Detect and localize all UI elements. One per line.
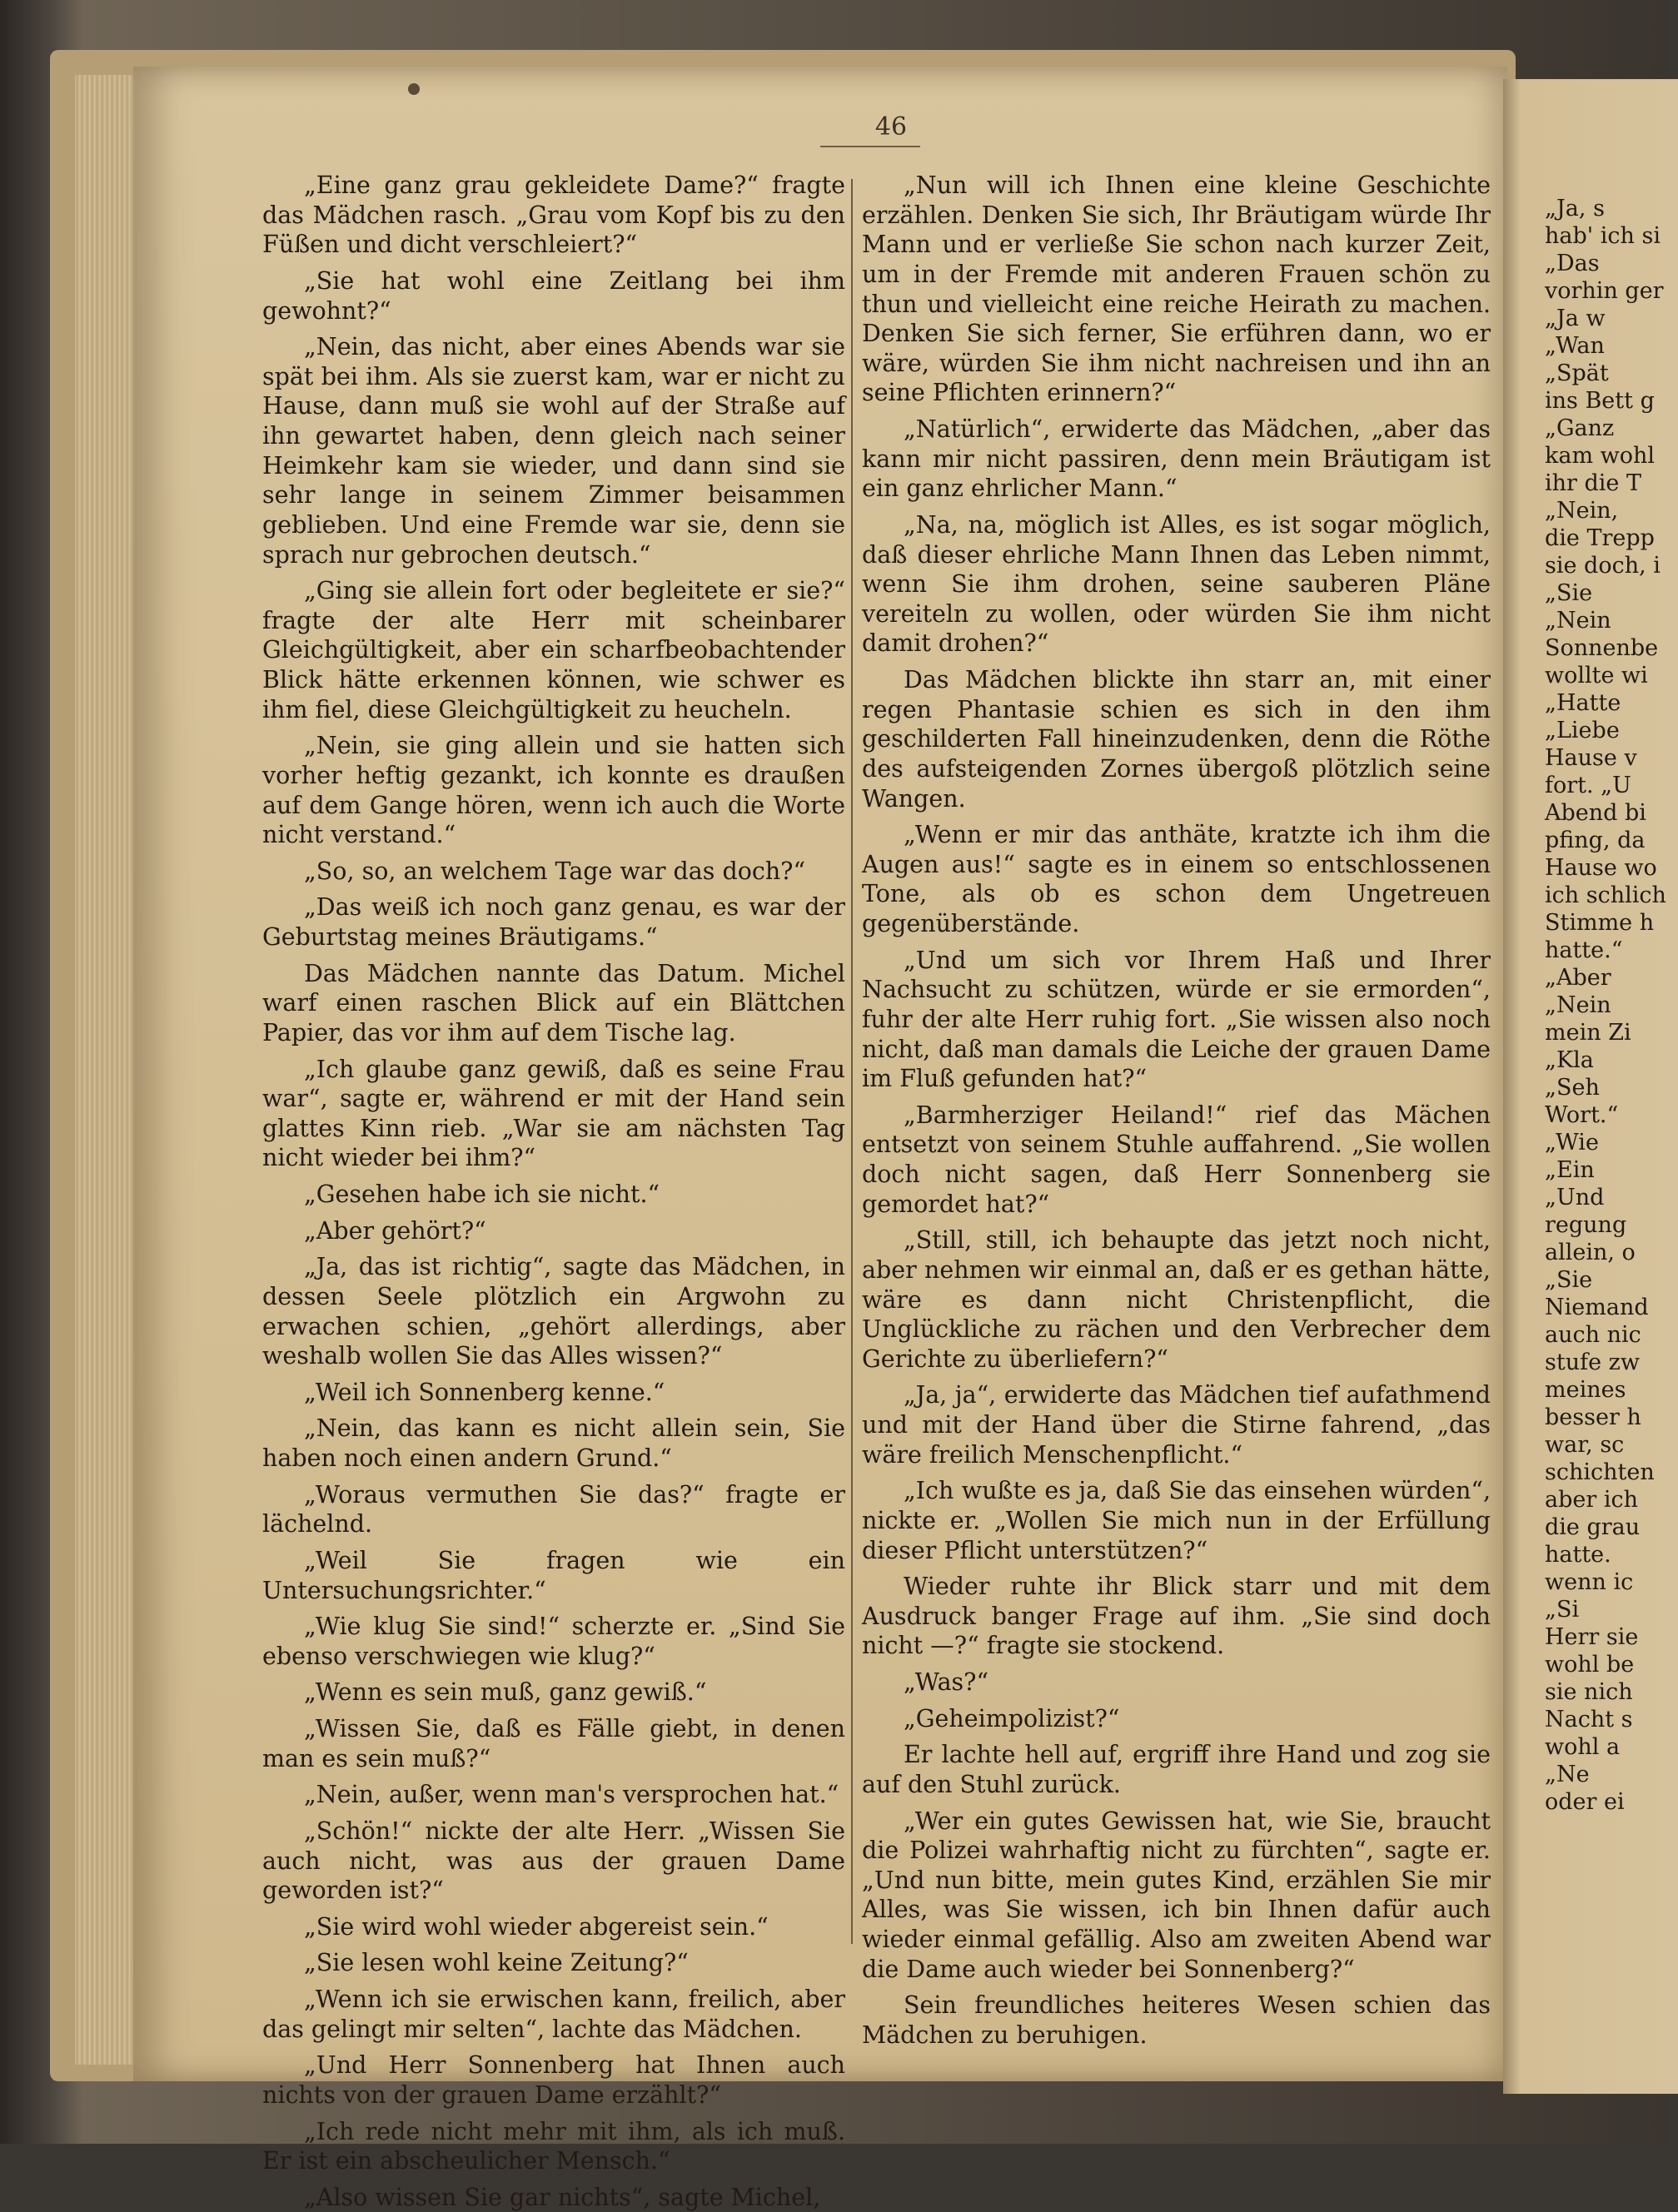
paragraph: „Aber gehört?“ xyxy=(304,1216,486,1245)
paragraph: „Geheimpolizist?“ xyxy=(904,1704,1120,1732)
paragraph: „Nun will ich Ihnen eine kleine Geschichte erzählen. Denken Sie sich, Ihr Bräutigam würde Ihr Mann und er verließe Sie schon nach kurzer Zeit, um in der Fremde mit anderen Frauen schön zu thun und vielleicht eine reiche Heirath zu machen. Denken Sie sich ferner, Sie erführen dann, wo er wäre, würden Sie ihm nicht nachreisen und ihn an seine Pflichten erinnern?“ xyxy=(862,171,1491,407)
paragraph: „Wissen Sie, daß es Fälle giebt, in denen man es sein muß?“ xyxy=(262,1715,845,1772)
line-fragment: „Spät xyxy=(1545,360,1609,386)
line-fragment: Niemand xyxy=(1545,1295,1649,1320)
paragraph: „Wenn er mir das anthäte, kratzte ich ihm die Augen aus!“ sagte es in einem so entschlossenen Tone, als ob es schon dem Ungetreuen gegenüberstände. xyxy=(862,821,1491,937)
paragraph: „Still, still, ich behaupte das jetzt noch nicht, aber nehmen wir einmal an, daß er es gethan hätte, wäre es dann nicht Christenpflicht, die Unglückliche zu rächen und den Verbrecher dem Gerichte zu überliefern?“ xyxy=(862,1226,1491,1373)
line-fragment: wohl a xyxy=(1545,1734,1621,1760)
line-fragment: Stimme h xyxy=(1545,910,1655,936)
line-fragment: „Ganz xyxy=(1545,415,1615,441)
line-fragment: Herr sie xyxy=(1545,1624,1639,1650)
line-fragment: vorhin ger xyxy=(1545,278,1664,304)
paragraph: „Nein, das kann es nicht allein sein, Sie haben noch einen andern Grund.“ xyxy=(262,1414,845,1472)
line-fragment: kam wohl xyxy=(1545,443,1656,469)
line-fragment: oder ei xyxy=(1545,1789,1625,1815)
line-fragment: regung xyxy=(1545,1212,1627,1238)
paragraph: „Barmherziger Heiland!“ rief das Mächen entsetzt von seinem Stuhle auffahrend. „Sie wollen doch nicht sagen, daß Herr Sonnenberg sie gemordet hat?“ xyxy=(862,1101,1491,1218)
paragraph: „Sie lesen wohl keine Zeitung?“ xyxy=(304,1949,689,1977)
paragraph: „So, so, an welchem Tage war das doch?“ xyxy=(304,857,806,885)
line-fragment: besser h xyxy=(1545,1404,1641,1430)
paragraph: „Wer ein gutes Gewissen hat, wie Sie, braucht die Polizei wahrhaftig nicht zu fürchten“, sagte er. „Und nun bitte, mein gutes Kind, erzählen Sie mir Alles, was Sie wissen, ich bin Ihnen dafür auch wieder einmal gefällig. Also am zweiten Abend war die Dame auch wieder bei Sonnenberg?“ xyxy=(862,1807,1491,1983)
paragraph: „Nein, sie ging allein und sie hatten sich vorher heftig gezankt, ich konnte es draußen auf dem Gange hören, wenn ich auch die Worte nicht verstand.“ xyxy=(262,732,845,849)
line-fragment: hatte. xyxy=(1545,1542,1611,1568)
line-fragment: ins Bett g xyxy=(1545,388,1655,414)
paragraph: „Natürlich“, erwiderte das Mädchen, „aber das kann mir nicht passiren, denn mein Bräutigam ist ein ganz ehrlicher Mann.“ xyxy=(862,415,1491,503)
page-number: 46 xyxy=(874,112,908,142)
paragraph: „Wenn es sein muß, ganz gewiß.“ xyxy=(304,1678,707,1707)
line-fragment: Abend bi xyxy=(1545,800,1646,826)
line-fragment: mein Zi xyxy=(1545,1020,1631,1046)
line-fragment: wenn ic xyxy=(1545,1569,1634,1595)
line-fragment: „Ja, s xyxy=(1545,196,1605,221)
paragraph: Sein freundliches heiteres Wesen schien das Mädchen zu beruhigen. xyxy=(862,1991,1491,2049)
line-fragment: „Hatte xyxy=(1545,690,1621,716)
line-fragment: die Trepp xyxy=(1545,525,1655,551)
line-fragment: „Sie xyxy=(1545,580,1593,606)
line-fragment: war, sc xyxy=(1545,1432,1625,1458)
paragraph: „Ja, das ist richtig“, sagte das Mädchen, in dessen Seele plötzlich ein Argwohn zu erwachen schien, „gehört allerdings, aber weshalb wollen Sie das Alles wissen?“ xyxy=(262,1253,845,1370)
ink-blot xyxy=(408,83,420,95)
header-rule xyxy=(820,146,920,147)
line-fragment: „Und xyxy=(1545,1185,1605,1210)
line-fragment: auch nic xyxy=(1545,1322,1641,1348)
line-fragment: „Nein xyxy=(1545,992,1611,1018)
page-edges xyxy=(75,75,142,2065)
line-fragment: „Si xyxy=(1545,1597,1580,1623)
paragraph: „Das weiß ich noch ganz genau, es war der Geburtstag meines Bräutigams.“ xyxy=(262,893,845,951)
line-fragment: sie nich xyxy=(1545,1679,1633,1705)
line-fragment: wohl be xyxy=(1545,1652,1635,1678)
line-fragment: „Ja w xyxy=(1545,306,1606,331)
line-fragment: aber ich xyxy=(1545,1487,1638,1513)
paragraph: „Sie hat wohl eine Zeitlang bei ihm gewohnt?“ xyxy=(262,266,845,325)
line-fragment: „Wie xyxy=(1545,1130,1599,1156)
paragraph: „Ging sie allein fort oder begleitete er sie?“ fragte der alte Herr mit scheinbarer Gleichgültigkeit, aber ein scharfbeobachtender Blick hätte erkennen können, wie schwer es ihm fiel, diese Gleichgültigkeit zu heucheln. xyxy=(262,577,845,723)
paragraph: „Nein, das nicht, aber eines Abends war sie spät bei ihm. Als sie zuerst kam, war er nicht zu Hause, dann muß sie wohl auf der Straße auf ihn gewartet haben, denn gleich nach seiner Heimkehr kam sie wieder, und dann sind sie sehr lange in seinem Zimmer beisammen geblieben. Und eine Fremde war sie, denn sie sprach nur gebrochen deutsch.“ xyxy=(262,333,845,569)
column-divider xyxy=(851,179,853,1944)
line-fragment: „Sie xyxy=(1545,1267,1593,1293)
paragraph: „Also wissen Sie gar nichts“, sagte Michel, xyxy=(304,2183,821,2211)
paragraph: „Woraus vermuthen Sie das?“ fragte er lächelnd. xyxy=(262,1480,845,1538)
paragraph: „Na, na, möglich ist Alles, es ist sogar möglich, daß dieser ehrliche Mann Ihnen das Leben nimmt, wenn Sie ihm drohen, seine sauberen Pläne vereiteln zu wollen, oder würden Sie ihm nicht damit drohen?“ xyxy=(862,510,1491,658)
paragraph: „Eine ganz grau gekleidete Dame?“ fragte das Mädchen rasch. „Grau vom Kopf bis zu den Füßen und dicht verschleiert?“ xyxy=(262,171,845,259)
right-text-column xyxy=(862,171,1491,2049)
paragraph: „Sie wird wohl wieder abgereist sein.“ xyxy=(304,1912,769,1941)
line-fragment: „Ne xyxy=(1545,1762,1590,1787)
paragraph: „Schön!“ nickte der alte Herr. „Wissen Sie auch nicht, was aus der grauen Dame geworden ist?“ xyxy=(262,1817,845,1905)
line-fragment: Hause wo xyxy=(1545,855,1657,881)
line-fragment: meines xyxy=(1545,1377,1626,1403)
paragraph: „Nein, außer, wenn man's versprochen hat.“ xyxy=(304,1781,839,1809)
line-fragment: ich schlich xyxy=(1545,882,1666,908)
paragraph: „Ich rede nicht mehr mit ihm, als ich muß. Er ist ein abscheulicher Mensch.“ xyxy=(262,2117,845,2175)
line-fragment: Nacht s xyxy=(1545,1707,1633,1732)
line-fragment: Wort.“ xyxy=(1545,1102,1619,1128)
paragraph: Wieder ruhte ihr Blick starr und mit dem Ausdruck banger Frage auf ihm. „Sie sind doch nicht —?“ fragte sie stockend. xyxy=(862,1573,1491,1660)
line-fragment: hab' ich si xyxy=(1545,223,1661,249)
line-fragment: sie doch, i xyxy=(1545,553,1661,579)
left-text-column xyxy=(262,171,845,2211)
paragraph: „Ja, ja“, erwiderte das Mädchen tief aufathmend und mit der Hand über die Stirne fahrend, „das wäre freilich Menschenpflicht.“ xyxy=(862,1381,1491,1469)
line-fragment: „Wan xyxy=(1545,333,1605,359)
line-fragment: Sonnenbe xyxy=(1545,635,1659,661)
paragraph: „Und um sich vor Ihrem Haß und Ihrer Nachsucht zu schützen, würde er sie ermorden“, fuhr der alte Herr ruhig fort. „Sie wissen also noch nicht, daß man damals die Leiche der grauen Dame im Fluß gefunden hat?“ xyxy=(862,946,1491,1093)
line-fragment: „Nein, xyxy=(1545,498,1619,524)
next-page-text-fragments xyxy=(1545,196,1666,1944)
paragraph: „Wie klug Sie sind!“ scherzte er. „Sind Sie ebenso verschwiegen wie klug?“ xyxy=(262,1613,845,1670)
paragraph: Er lachte hell auf, ergriff ihre Hand und zog sie auf den Stuhl zurück. xyxy=(862,1741,1491,1798)
line-fragment: „Nein xyxy=(1545,608,1611,634)
line-fragment: „Aber xyxy=(1545,965,1611,991)
line-fragment: „Kla xyxy=(1545,1047,1594,1073)
line-fragment: „Das xyxy=(1545,251,1600,276)
line-fragment: wollte wi xyxy=(1545,663,1648,688)
paragraph: „Weil ich Sonnenberg kenne.“ xyxy=(304,1378,665,1406)
line-fragment: stufe zw xyxy=(1545,1350,1640,1375)
paragraph: „Ich wußte es ja, daß Sie das einsehen würden“, nickte er. „Wollen Sie mich nun in der Erfüllung dieser Pflicht unterstützen?“ xyxy=(862,1477,1491,1564)
line-fragment: Hause v xyxy=(1545,745,1637,771)
line-fragment: allein, o xyxy=(1545,1240,1636,1265)
paragraph: „Weil Sie fragen wie ein Untersuchungsrichter.“ xyxy=(262,1546,845,1604)
line-fragment: pfing, da xyxy=(1545,828,1646,853)
paragraph: „Und Herr Sonnenberg hat Ihnen auch nichts von der grauen Dame erzählt?“ xyxy=(262,2051,845,2109)
paragraph: „Gesehen habe ich sie nicht.“ xyxy=(304,1181,660,1208)
paragraph: „Wenn ich sie erwischen kann, freilich, aber das gelingt mir selten“, lachte das Mädchen. xyxy=(262,1986,845,2043)
line-fragment: schichten xyxy=(1545,1459,1655,1485)
line-fragment: die grau xyxy=(1545,1514,1641,1540)
line-fragment: fort. „U xyxy=(1545,773,1631,798)
paragraph: Das Mädchen nannte das Datum. Michel warf einen raschen Blick auf ein Blättchen Papier, das vor ihm auf dem Tische lag. xyxy=(262,959,845,1046)
line-fragment: „Ein xyxy=(1545,1157,1595,1183)
paragraph: „Ich glaube ganz gewiß, daß es seine Frau war“, sagte er, während er mit der Hand sein glattes Kinn rieb. „War sie am nächsten Tag nicht wieder bei ihm?“ xyxy=(262,1055,845,1172)
paragraph: Das Mädchen blickte ihn starr an, mit einer regen Phantasie schien es sich in den ihm geschilderten Fall hineinzudenken, denn die Röthe des aufsteigenden Zornes übergoß plötzlich seine Wangen. xyxy=(862,666,1491,813)
line-fragment: „Liebe xyxy=(1545,718,1620,743)
paragraph: „Was?“ xyxy=(904,1668,989,1696)
line-fragment: ihr die T xyxy=(1545,470,1642,496)
line-fragment: „Seh xyxy=(1545,1075,1600,1101)
line-fragment: hatte.“ xyxy=(1545,937,1623,963)
